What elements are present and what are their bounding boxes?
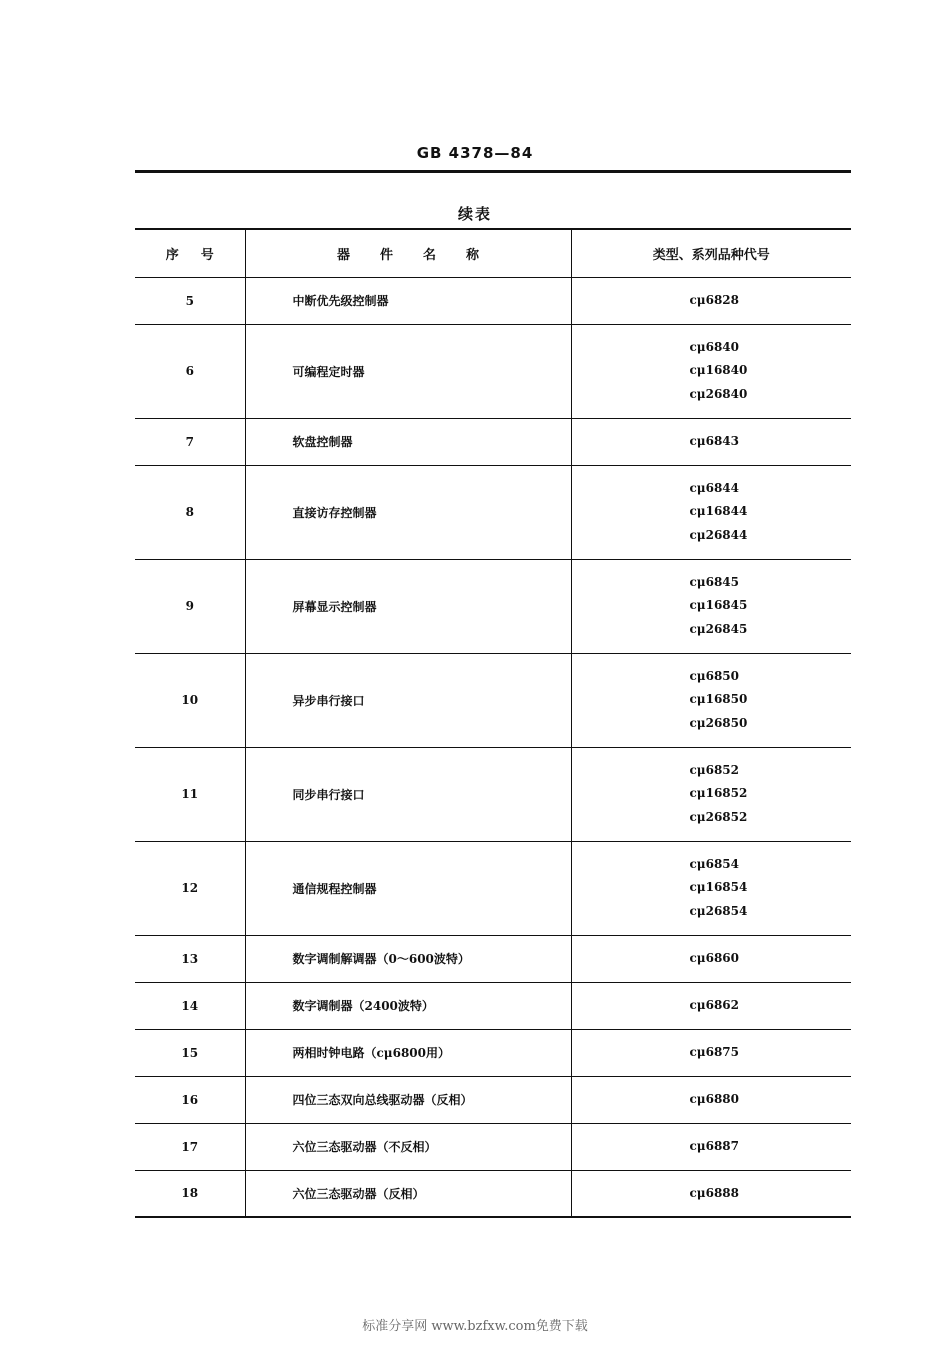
row-no: 18 <box>135 1170 245 1217</box>
model-code: cμ16840 <box>689 363 748 378</box>
table-row <box>135 418 851 465</box>
table-row <box>135 277 851 324</box>
model-code: cμ6887 <box>689 1138 739 1153</box>
row-device-name: 数字调制解调器（0～600波特） <box>245 935 571 982</box>
row-device-name: 六位三态驱动器（不反相） <box>245 1123 571 1170</box>
row-models <box>571 1029 851 1076</box>
column-header-no: 序号 <box>135 229 245 277</box>
table-caption: 续表 <box>457 205 492 223</box>
row-models <box>571 747 851 841</box>
row-models <box>571 1076 851 1123</box>
row-device-name: 两相时钟电路（cμ6800用） <box>245 1029 571 1076</box>
header-rule <box>135 170 851 173</box>
model-code: cμ6860 <box>689 950 739 965</box>
row-no: 7 <box>135 418 245 465</box>
table-row <box>135 324 851 418</box>
row-models <box>571 465 851 559</box>
model-code: cμ6845 <box>689 574 739 589</box>
row-no: 14 <box>135 982 245 1029</box>
table-row <box>135 1123 851 1170</box>
model-code: cμ16844 <box>689 504 748 519</box>
row-device-name: 异步串行接口 <box>245 653 571 747</box>
table-row <box>135 841 851 935</box>
row-device-name: 数字调制器（2400波特） <box>245 982 571 1029</box>
table-row <box>135 1076 851 1123</box>
model-code: cμ6852 <box>689 762 739 777</box>
row-device-name: 直接访存控制器 <box>245 465 571 559</box>
row-models <box>571 653 851 747</box>
table-header-row <box>135 229 851 277</box>
model-code: cμ26840 <box>689 386 748 401</box>
row-no: 10 <box>135 653 245 747</box>
model-code: cμ6854 <box>689 856 739 871</box>
model-code: cμ26854 <box>689 903 748 918</box>
row-no: 5 <box>135 277 245 324</box>
table-row <box>135 653 851 747</box>
row-models <box>571 418 851 465</box>
row-models <box>571 1123 851 1170</box>
device-table <box>135 228 851 1218</box>
table-row <box>135 559 851 653</box>
row-models <box>571 277 851 324</box>
model-code: cμ26850 <box>689 715 748 730</box>
row-no: 17 <box>135 1123 245 1170</box>
model-code: cμ26844 <box>689 527 748 542</box>
column-header-name: 器件名称 <box>245 229 571 277</box>
row-device-name: 通信规程控制器 <box>245 841 571 935</box>
row-device-name: 六位三态驱动器（反相） <box>245 1170 571 1217</box>
standard-code: GB 4378—84 <box>416 144 534 162</box>
row-device-name: 同步串行接口 <box>245 747 571 841</box>
row-no: 9 <box>135 559 245 653</box>
row-device-name: 可编程定时器 <box>245 324 571 418</box>
table-row <box>135 747 851 841</box>
model-code: cμ16854 <box>689 880 748 895</box>
row-device-name: 屏幕显示控制器 <box>245 559 571 653</box>
column-header-model: 类型、系列品种代号 <box>571 229 851 277</box>
table-row <box>135 465 851 559</box>
table-row <box>135 935 851 982</box>
model-code: cμ16852 <box>689 786 748 801</box>
model-code: cμ6843 <box>689 433 739 448</box>
model-code: cμ6850 <box>689 668 739 683</box>
model-code: cμ6844 <box>689 480 739 495</box>
model-code: cμ26852 <box>689 809 748 824</box>
model-code: cμ16845 <box>689 598 748 613</box>
row-models <box>571 982 851 1029</box>
row-no: 13 <box>135 935 245 982</box>
table-row <box>135 1170 851 1217</box>
model-code: cμ6875 <box>689 1044 739 1059</box>
model-code: cμ6840 <box>689 339 739 354</box>
model-code: cμ6880 <box>689 1091 739 1106</box>
row-models <box>571 559 851 653</box>
row-models <box>571 935 851 982</box>
row-no: 16 <box>135 1076 245 1123</box>
row-no: 15 <box>135 1029 245 1076</box>
row-device-name: 中断优先级控制器 <box>245 277 571 324</box>
table-row <box>135 982 851 1029</box>
row-no: 8 <box>135 465 245 559</box>
row-models <box>571 1170 851 1217</box>
row-no: 12 <box>135 841 245 935</box>
model-code: cμ6888 <box>689 1185 739 1200</box>
row-models <box>571 324 851 418</box>
table-row <box>135 1029 851 1076</box>
row-device-name: 四位三态双向总线驱动器（反相） <box>245 1076 571 1123</box>
row-no: 6 <box>135 324 245 418</box>
model-code: cμ26845 <box>689 621 748 636</box>
row-device-name: 软盘控制器 <box>245 418 571 465</box>
model-code: cμ6828 <box>689 292 739 307</box>
row-models <box>571 841 851 935</box>
model-code: cμ16850 <box>689 692 748 707</box>
row-no: 11 <box>135 747 245 841</box>
site-watermark: 标准分享网 www.bzfxw.com免费下载 <box>362 1319 588 1334</box>
model-code: cμ6862 <box>689 997 739 1012</box>
